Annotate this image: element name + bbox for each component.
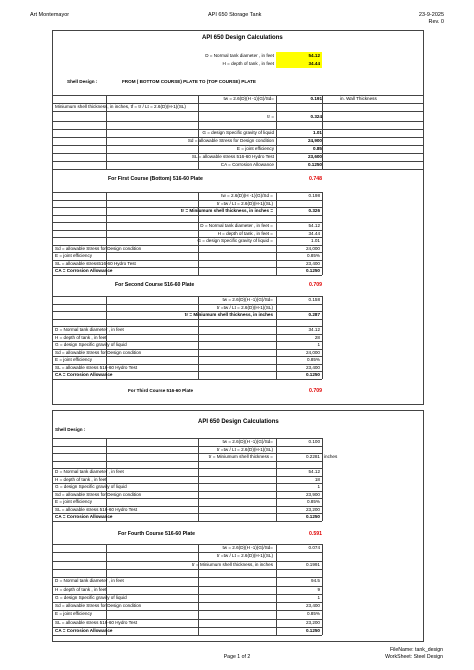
course2-row-value: 23,400 bbox=[305, 260, 320, 266]
grid-line bbox=[52, 169, 424, 170]
course4-row-value: 0.100 bbox=[308, 439, 320, 444]
grid-line bbox=[52, 121, 424, 122]
course4-row-value: 18 bbox=[314, 476, 320, 482]
footer-worksheet: WorkSheet: Steel Design bbox=[385, 654, 443, 660]
grid-line bbox=[52, 319, 322, 320]
grid-line bbox=[276, 95, 277, 169]
course5-row-value: 94.5 bbox=[311, 578, 320, 584]
course3-row-label: tr =tw / Lt = 2.6(D)(H-1)(SL) bbox=[216, 304, 273, 310]
footer-file-name: FileName: tank_design bbox=[389, 647, 443, 653]
course3-row-value: 0.85% bbox=[306, 357, 320, 362]
min-shell-label: Miniumum shell thickness, in inches, tf = tr / Lt = 2.6(D)(H-1)(SL) bbox=[55, 104, 186, 109]
course5-row-label: E = joint efficiency bbox=[55, 611, 93, 617]
grid-line bbox=[198, 296, 199, 379]
course3-result-label: For Third Course 516-60 Plate bbox=[128, 388, 194, 393]
course3-row-label: Sd = allowable Stress for Design condition bbox=[55, 349, 142, 355]
course4-row-label: tw = 2.6(D)(H -1)(G)/Sd= bbox=[222, 439, 273, 444]
course2-row-value: 24,000 bbox=[305, 245, 320, 251]
tw-unit: in. Wall Thickness bbox=[340, 96, 377, 101]
course5-row-label: tw = 2.6(D)(H -1)(G)/Sd= bbox=[222, 545, 273, 550]
course4-row-label: tr =tw / Lt = 2.6(D)(H-1)(SL) bbox=[216, 446, 273, 452]
course4-row-label: H = depth of tank , in feet bbox=[55, 476, 107, 482]
course4-row-value: 23,200 bbox=[305, 506, 320, 512]
course2-row-value: 0.1250 bbox=[305, 268, 320, 273]
grid-line bbox=[52, 215, 322, 216]
grid-line bbox=[276, 296, 277, 379]
course2-result-value: 0.709 bbox=[309, 282, 322, 288]
course3-row-label: tw = 2.6(D)(H -1)(G)/Sd= bbox=[222, 297, 273, 302]
d-label: D = Normal tank diameter , in feet bbox=[205, 53, 274, 58]
course3-row-label: H = depth of tank , in feet bbox=[55, 334, 107, 340]
course2-row-label: CA = Corrosion Allowance bbox=[55, 268, 113, 273]
course2-row-label: SL = allowable stress516-60 Hydro Test bbox=[55, 260, 136, 266]
course4-result-value: 0.591 bbox=[309, 531, 322, 537]
grid-line bbox=[52, 438, 322, 439]
header-revision: Rev. 0 bbox=[428, 19, 444, 25]
section2-title: API 650 Design Calculations bbox=[198, 419, 279, 425]
course2-row-value: 0.326 bbox=[308, 208, 320, 213]
shell-description: FROM ( BOTTOM COURSE) PLATE TO (TOP COURSE) PLATE bbox=[122, 79, 256, 84]
course2-result-label: For Second Course 516-60 Plate bbox=[115, 282, 195, 288]
sd-value: 24,900 bbox=[307, 138, 322, 143]
h-label: H = depth of tank , in feet bbox=[222, 61, 274, 66]
h-input[interactable]: 34.44 bbox=[276, 60, 322, 68]
course3-row-value: 23,400 bbox=[305, 364, 320, 370]
grid-line bbox=[52, 296, 322, 297]
course4-row-label: D = Normal tank diameter , in feet bbox=[55, 469, 124, 474]
course5-row-label: Sd = allowable Stress for Design condition bbox=[55, 603, 142, 609]
course2-row-label: G = design Specific gravity of liquid = bbox=[197, 238, 273, 243]
grid-line bbox=[52, 230, 322, 231]
grid-line bbox=[52, 569, 322, 570]
course2-row-value: 0.198 bbox=[308, 193, 320, 198]
grid-line bbox=[52, 237, 322, 238]
grid-line bbox=[52, 453, 322, 454]
course2-row-value: 34.44 bbox=[308, 230, 320, 236]
course3-row-value: 28 bbox=[314, 334, 320, 340]
course4-row-label: SL = allowable stress 516-60 Hydro Test bbox=[55, 506, 138, 512]
grid-line bbox=[52, 379, 322, 380]
course5-row-value: 23,200 bbox=[305, 619, 320, 625]
course3-row-value: 0.287 bbox=[308, 312, 320, 317]
course5-row-label: H = depth of tank , in feet bbox=[55, 586, 107, 592]
course3-row-label: E = joint efficiency bbox=[55, 357, 93, 362]
grid-line bbox=[52, 461, 322, 462]
g-value: 1.01 bbox=[313, 130, 322, 135]
grid-line bbox=[276, 192, 277, 275]
grid-line bbox=[198, 438, 199, 521]
course5-row-label: tr =tw / Lt = 2.6(D)(H-1)(SL) bbox=[216, 553, 273, 559]
grid-line bbox=[52, 521, 322, 522]
course2-row-label: H = depth of tank , in feet = bbox=[217, 230, 273, 236]
course3-row-value: 24,000 bbox=[305, 349, 320, 355]
g-label: G = design Specific gravity of liquid bbox=[202, 130, 274, 135]
tr-value: 0.324 bbox=[310, 114, 322, 119]
grid-line bbox=[52, 275, 322, 276]
grid-line bbox=[52, 610, 322, 611]
course4-row-label: Sd = allowable Stress for Design condition bbox=[55, 491, 142, 497]
course3-row-label: tr = Miniumum shell thickness, in inches bbox=[184, 312, 273, 317]
course5-row-value: 0.85% bbox=[306, 611, 320, 617]
grid-line bbox=[52, 544, 322, 545]
course5-row-value: 0.074 bbox=[308, 545, 320, 550]
course5-row-label: G = design Specific gravity of liquid bbox=[55, 594, 127, 600]
grid-line bbox=[52, 252, 322, 253]
course4-row-label: tr = Miniumum shell thickness = bbox=[208, 454, 273, 459]
course5-row-label: D = Normal tank diameter , in feet bbox=[55, 578, 124, 584]
grid-line bbox=[322, 544, 323, 635]
tw-value: 0.191 bbox=[310, 96, 322, 101]
course2-row-label: tr =tw / Lt = 2.6(D)(H-1)(SL) bbox=[216, 200, 273, 206]
sd-label: Sd = allowable Stress for Design condition bbox=[187, 138, 274, 143]
course2-row-value: 54.12 bbox=[308, 223, 320, 228]
course3-row-label: D = Normal tank diameter , in feet bbox=[55, 327, 124, 332]
course4-row-value: 23,900 bbox=[305, 491, 320, 497]
course5-row-label: SL = allowable stress 516-60 Hydro Test bbox=[55, 619, 138, 625]
course4-row-value: 0.85% bbox=[306, 499, 320, 504]
section1-title: API 650 Design Calculations bbox=[202, 35, 283, 41]
grid-line bbox=[52, 552, 322, 553]
course4-row-unit: inches bbox=[324, 454, 338, 459]
course2-row-label: Sd = allowable Stress for Design condition bbox=[55, 245, 142, 251]
d-input[interactable]: 54.12 bbox=[276, 52, 322, 60]
grid-line bbox=[322, 192, 323, 275]
course5-row-value: 0.1991 bbox=[305, 561, 320, 567]
grid-line bbox=[52, 222, 322, 223]
course3-row-value: 1 bbox=[317, 342, 320, 347]
course3-result-value: 0.709 bbox=[309, 388, 322, 394]
course2-row-label: D = Normal tank diameter , in feet = bbox=[200, 223, 273, 228]
course5-row-value: 9 bbox=[317, 586, 320, 592]
course5-row-value: 23,400 bbox=[305, 603, 320, 609]
footer-page: Page 1 of 2 bbox=[223, 654, 251, 660]
grid-line bbox=[52, 561, 322, 562]
course4-row-value: 0.1250 bbox=[305, 514, 320, 519]
course1-result-label: For First Course (Bottom) 516-60 Plate bbox=[108, 176, 203, 182]
course2-row-label: tw = 2.6(D)(H -1)(G)/Sd = bbox=[221, 193, 273, 198]
grid-line bbox=[276, 438, 277, 521]
course2-row-value: 0.85% bbox=[306, 253, 320, 258]
course4-row-label: G = design Specific gravity of liquid bbox=[55, 484, 127, 489]
course4-result-label: For Fourth Course 516-60 Plate bbox=[118, 531, 195, 537]
header-doc-title: API 650 Storage Tank bbox=[208, 12, 262, 18]
course3-row-label: SL = allowable stress 516-60 Hydro Test bbox=[55, 364, 138, 370]
course4-row-value: 54.12 bbox=[308, 469, 320, 474]
course2-row-label: tr = Miniumum shell thickness, in inches = bbox=[180, 208, 273, 213]
grid-line bbox=[52, 635, 322, 636]
ca-value: 0.1250 bbox=[307, 162, 322, 167]
shell-design-label-2: Shell Design : bbox=[55, 427, 86, 432]
sl-value: 23,600 bbox=[307, 154, 322, 159]
course2-row-label: E = joint efficiency bbox=[55, 253, 93, 258]
course5-row-value: 0.1250 bbox=[305, 628, 320, 633]
grid-line bbox=[198, 192, 199, 275]
grid-line bbox=[322, 95, 323, 169]
tw-label: tw = 2.6(D)(H -1)(G)/Sd= bbox=[223, 96, 274, 101]
e-value: 0.85 bbox=[313, 146, 322, 151]
course5-row-value: 1 bbox=[317, 594, 320, 600]
sl-label: SL = allowable stress 516-60 Hydro Test bbox=[191, 154, 274, 159]
course2-row-value: 1.01 bbox=[311, 238, 320, 243]
grid-line bbox=[322, 296, 323, 379]
grid-line bbox=[52, 304, 322, 305]
course5-row-label: tr = Miniumum shell thickness, in inches bbox=[191, 561, 273, 567]
course3-row-value: 0.158 bbox=[308, 297, 320, 302]
course5-row-label: CA = Corrosion Allowance bbox=[55, 628, 113, 633]
course4-row-label: CA = Corrosion Allowance bbox=[55, 514, 113, 519]
grid-line bbox=[52, 356, 322, 357]
grid-line bbox=[322, 438, 323, 521]
course3-row-value: 0.1250 bbox=[305, 372, 320, 377]
course1-result-value: 0.748 bbox=[309, 176, 322, 182]
grid-line bbox=[52, 111, 424, 112]
course3-row-value: 34.12 bbox=[308, 327, 320, 332]
course4-row-value: 0.2281 bbox=[305, 454, 320, 459]
tr-label: tr = bbox=[267, 114, 274, 119]
course4-row-value: 1 bbox=[317, 484, 320, 489]
course3-row-label: G = design Specific gravity of liquid bbox=[55, 342, 127, 347]
e-label: E = joint efficiency bbox=[236, 146, 274, 151]
grid-line bbox=[198, 544, 199, 635]
grid-line bbox=[52, 446, 322, 447]
shell-design-label: Shell Design : bbox=[67, 79, 98, 84]
course3-row-label: CA = Corrosion Allowance bbox=[55, 372, 113, 377]
grid-line bbox=[52, 498, 322, 499]
grid-line bbox=[52, 192, 322, 193]
grid-line bbox=[52, 200, 322, 201]
course4-row-label: E = joint efficiency bbox=[55, 499, 93, 504]
grid-line bbox=[276, 544, 277, 635]
ca-label: CA = Corrosion Allowance bbox=[220, 162, 274, 167]
header-author: Art Montemayor bbox=[30, 12, 70, 18]
header-date: 23-9-2025 bbox=[418, 12, 444, 18]
